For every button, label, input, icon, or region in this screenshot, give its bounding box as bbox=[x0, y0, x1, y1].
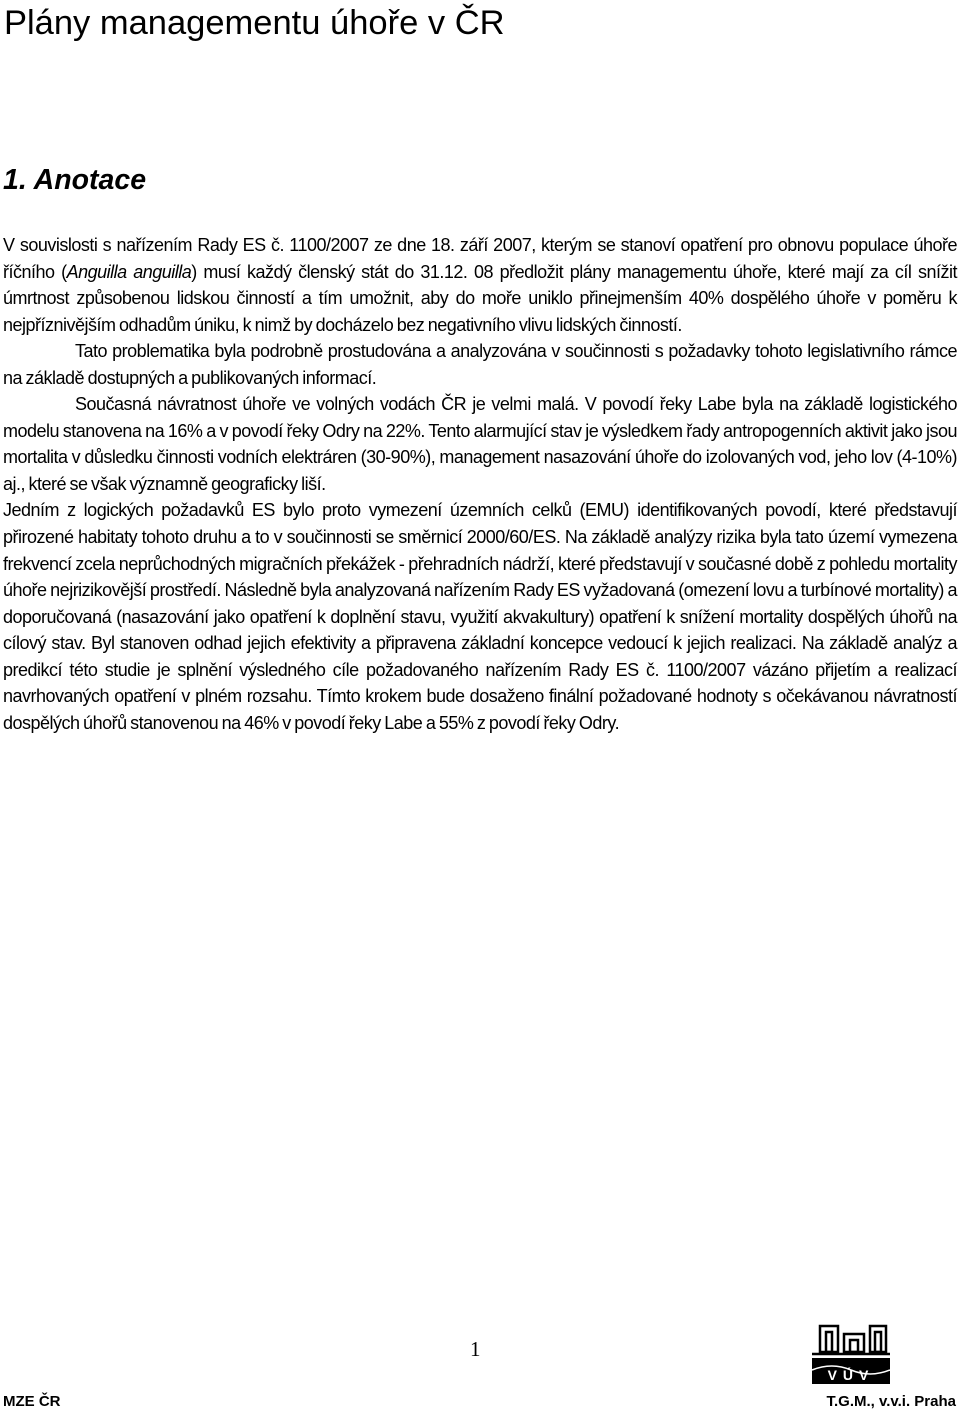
vuv-logo-text: VÚV bbox=[827, 1367, 875, 1383]
paragraph bbox=[3, 232, 957, 338]
page-number: 1 bbox=[470, 1337, 481, 1361]
text-run: ) musí každý členský stát do 31.12. 08 předložit plány managementu úhoře, které mají za cíl snížit úmrtnost způsobenou lidskou činností a tím umožnit, aby do moře uniklo přinejmenším 40% dospělého úhoře v poměru k nejpříznivějším odhadům úniku, k nimž by docházelo bez negativního vlivu lidských činností. bbox=[3, 261, 957, 335]
text-run: V souvislosti s nařízením Rady ES č. 1100/2007 ze dne 18. září 2007, kterým se stanoví opatření pro obnovu populace úhoře říčního ( bbox=[3, 235, 957, 282]
document-body bbox=[3, 232, 957, 736]
text-run: Současná návratnost úhoře ve volných vodách ČR je velmi malá. V povodí řeky Labe byla na základě logistického modelu stanovena na 16% a v povodí řeky Odry na 22%. Tento alarmující stav je výsledkem řady antropogenních aktivit jako jsou mortalita v důsledku činnosti vodních elektráren (30-90%), management nasazování úhoře do izolovaných vod, jeho lov (4-10%) aj., které se však významně geograficky liší. bbox=[3, 394, 957, 494]
document-title: Plány managementu úhoře v ČR bbox=[4, 4, 505, 42]
text-run: Jedním z logických požadavků ES bylo proto vymezení územních celků (EMU) identifikovaných povodí, které představují přirozené habitaty tohoto druhu a to v součinnosti se směrnicí 2000/60/ES. Na základě analýzy rizika byla tato území vymezena frekvencí zcela neprůchodných migračních překážek - přehradních nádrží, které představují v současné době z pohledu mortality úhoře nejrizikovější prostředí. Následně byla analyzovaná nařízením Rady ES vyžadovaná (omezení lovu a turbínové mortality) a doporučovaná (nasazování jako opatření k doplnění stavu, využití akvakultury) opatření k snížení mortality dospělých úhořů na cílový stav. Byl stanoven odhad jejich efektivity a připravena základní koncepce vedoucí k jejich realizaci. Na základě analýz a predikcí této studie je splnění výsledného cíle požadovaného nařízením Rady ES č. 1100/2007 vázáno přijetím a realizací navrhovaných opatření v plném rozsahu. Tímto krokem bude dosaženo finální požadované hodnoty s očekávanou návratností dospělých úhořů stanovenou na 46% v povodí řeky Labe a 55% z povodí řeky Odry. bbox=[3, 500, 957, 733]
footer-right-label: T.G.M., v.v.i. Praha bbox=[826, 1393, 956, 1410]
text-run: Tato problematika byla podrobně prostudována a analyzována v součinnosti s požadavky tohoto legislativního rámce na základě dostupných a publikovaných informací. bbox=[3, 341, 957, 388]
paragraph bbox=[3, 497, 957, 736]
section-heading: 1. Anotace bbox=[3, 164, 147, 196]
vuv-logo bbox=[808, 1322, 894, 1388]
paragraph bbox=[3, 338, 957, 391]
species-name: Anguilla anguilla bbox=[66, 261, 192, 282]
footer-left-label: MZE ČR bbox=[3, 1393, 61, 1410]
paragraph bbox=[3, 391, 957, 497]
